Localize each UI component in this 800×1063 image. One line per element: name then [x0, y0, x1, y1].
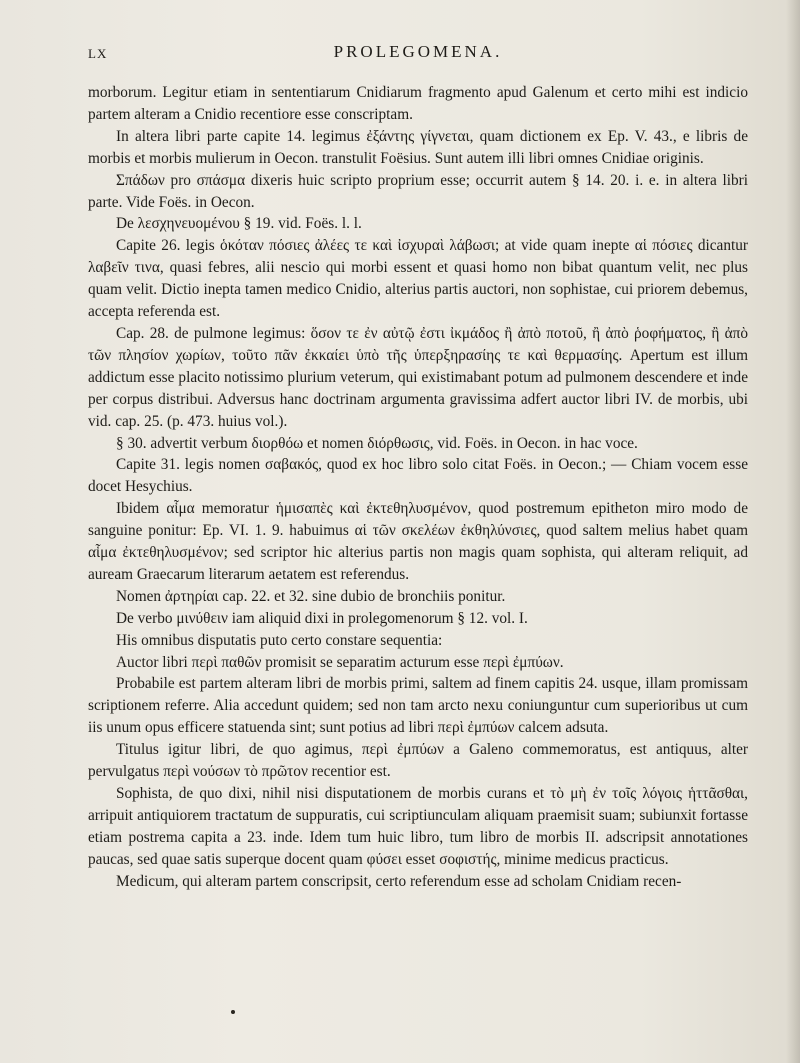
paragraph: Cap. 28. de pulmone legimus: ὅσον τε ἐν αὐτῷ ἐστι ἰκμάδος ἢ ἀπὸ ποτοῦ, ἢ ἀπὸ ῥοφήματος, ἢ ἀπὸ τῶν πλησίον χωρίων, τοῦτο πᾶν ἐκκαίει ὑπὸ τῆς ὑπερξηρασίης τε καὶ θερμασίης. Apertum est illum addictum esse placito notissimo plurium veterum, qui existimabant potum ad pulmonem descendere et inde per corpus distribui. Adversus hanc doctrinam argumenta gravissima adfert auctor libri IV. de morbis, ubi vid. cap. 25. (p. 473. huius vol.). [88, 324, 748, 430]
body-text [88, 82, 748, 893]
paragraph: Ibidem αἷμα memoratur ἡμισαπὲς καὶ ἐκτεθηλυσμένον, quod postremum epitheton miro modo de sanguine ponitur: Ep. VI. 1. 9. habuimus αἱ τῶν σκελέων ἐκθηλύνσιες, quod saltem melius habet quam αἷμα ἐκτεθηλυσμένον; sed scriptor hic alterius partis non magis quam sophista, qui alteram reliquit, ad auream Graecarum literarum aetatem est referendus. [88, 500, 748, 583]
page-number: LX [88, 46, 108, 61]
paragraph: Titulus igitur libri, de quo agimus, περὶ ἐμπύων a Galeno commemoratus, est antiquus, alter pervulgatus περὶ νούσων τὸ πρῶτον recentior est. [88, 741, 748, 781]
paragraph: Medicum, qui alteram partem conscripsit, certo referendum esse ad scholam Cnidiam recen- [116, 872, 682, 890]
page-edge-shadow [786, 0, 800, 1063]
paragraph: Capite 26. legis ὁκόταν πόσιες ἀλέες τε καὶ ἰσχυραὶ λάβωσι; at vide quam inepte αἱ πόσιες dicantur λαβεῖν τινα, quasi febres, alii nescio qui morbi essent et quasi homo non bibat quantum velit, nec plus quam velit. Dictio inepta tamen medico Cnidio, alterius partis auctori, non sophistae, cui priorem debemus, accepta referenda est. [88, 237, 748, 321]
paragraph: Sophista, de quo dixi, nihil nisi disputationem de morbis curans et τὸ μὴ ἐν τοῖς λόγοις ἡττᾶσθαι, arripuit antiquiorem tractatum de suppuratis, cui scriptiunculam aliquam praemisit suam; subiunxit fortasse etiam postrema capita a 23. inde. Idem tum huic libro, tum libro de morbis II. adscripsit annotationes paucas, sed quae satis superque docent quam φύσει esset σοφιστής, minime medicus practicus. [88, 785, 748, 868]
paragraph: In altera libri parte capite 14. legimus ἐξάντης γίγνεται, quam dictionem ex Ep. V. 43., e libris de morbis et morbis mulierum in Oecon. transtulit Foësius. Sunt autem illi libri omnes Cnidiae originis. [88, 127, 748, 167]
paragraph: § 30. advertit verbum διορθόω et nomen διόρθωσις, vid. Foës. in Oecon. in hac voce. [116, 434, 638, 452]
running-title: PROLEGOMENA. [333, 42, 503, 61]
paragraph: Probabile est partem alteram libri de morbis primi, saltem ad finem capitis 24. usque, illam promissam scriptionem referre. Alia accedunt quidem; sed non tam arcto nexu coniunguntur cum superioribus ut cum iis unum opus efficere statuenda sint; sunt potius ad libri περὶ ἐμπύων calcem adsuta. [88, 675, 748, 737]
ink-speck [231, 1010, 235, 1014]
paragraph: His omnibus disputatis puto certo constare sequentia: [116, 631, 443, 649]
paragraph: Auctor libri περὶ παθῶν promisit se separatim acturum esse περὶ ἐμπύων. [116, 653, 564, 671]
paragraph: Nomen ἀρτηρίαι cap. 22. et 32. sine dubio de bronchiis ponitur. [116, 587, 506, 605]
paragraph: morborum. Legitur etiam in sententiarum Cnidiarum fragmento apud Galenum et certo mihi est indicio partem alteram a Cnidio recentiore esse conscriptam. [88, 84, 748, 123]
page-header [88, 40, 748, 66]
paragraph: De λεσχηνευομένου § 19. vid. Foës. l. l. [116, 215, 362, 233]
paragraph: De verbo μινύθειν iam aliquid dixi in prolegomenorum § 12. vol. I. [116, 609, 528, 627]
paragraph: Σπάδων pro σπάσμα dixeris huic scripto proprium esse; occurrit autem § 14. 20. i. e. in altera libri parte. Vide Foës. in Oecon. [88, 171, 748, 211]
paragraph: Capite 31. legis nomen σαβακός, quod ex hoc libro solo citat Foës. in Oecon.; — Chiam vocem esse docet Hesychius. [88, 456, 748, 496]
